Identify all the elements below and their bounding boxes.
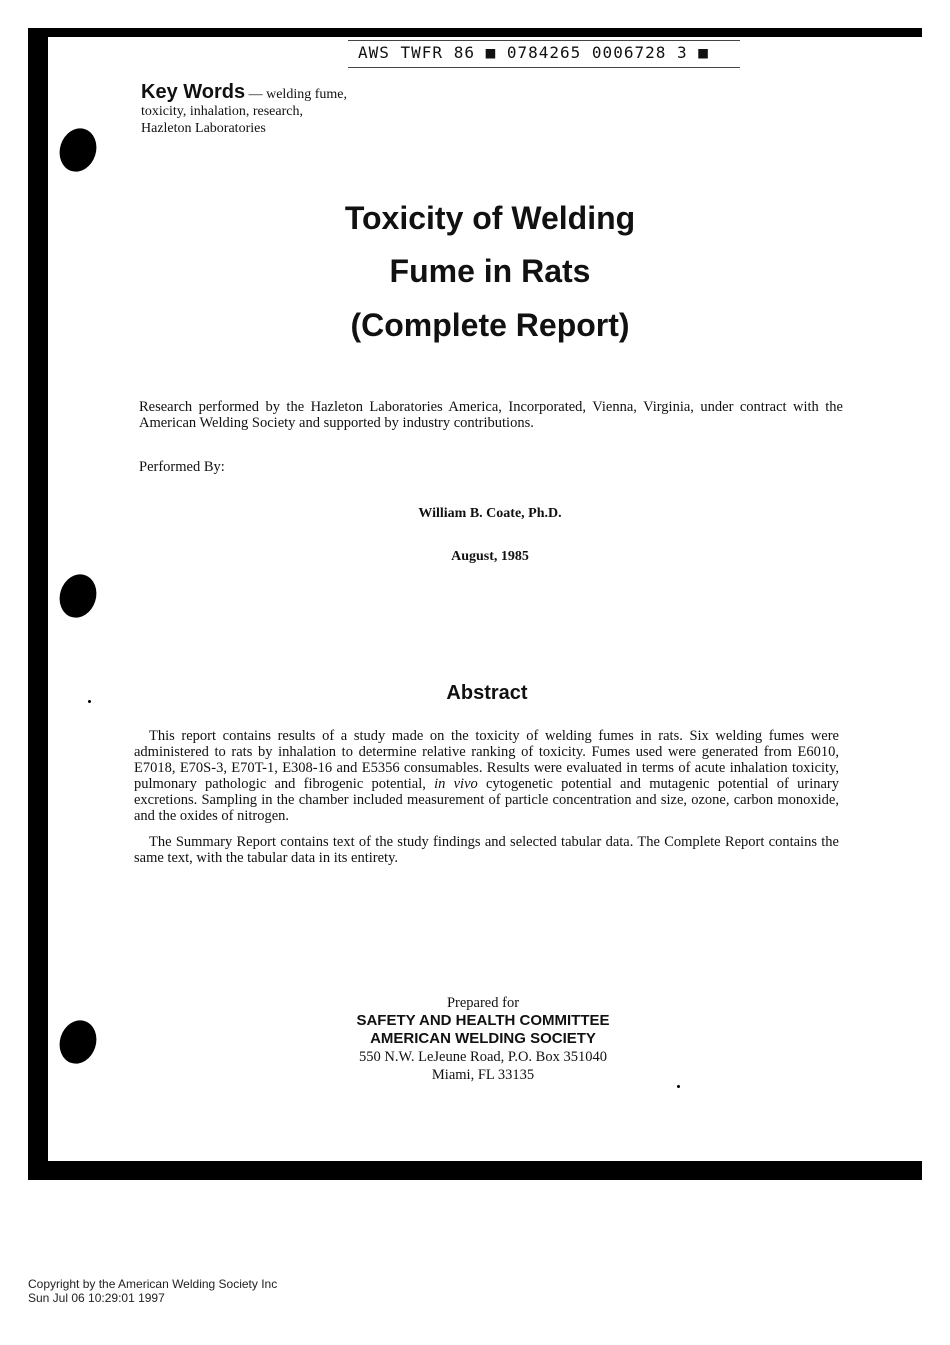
copyright-line: Copyright by the American Welding Society Inc	[28, 1277, 278, 1291]
author: William B. Coate, Ph.D.	[418, 506, 562, 521]
abstract-p1-end: cytogenetic potential and mutagenic potential of urinary excretions. Sampling in the chamber included measurement of particle concentration and size, ozone, carbon monoxide, and the oxides of nitrogen.	[134, 776, 839, 824]
catalog-header	[348, 40, 740, 68]
scan-speck	[88, 700, 91, 703]
abstract-paragraph-2: The Summary Report contains text of the study findings and selected tabular data. The Complete Report contains the same text, with the tabular data in its entirety.	[134, 834, 839, 866]
performed-by-label: Performed By:	[139, 459, 225, 475]
committee-name: SAFETY AND HEALTH COMMITTEE	[356, 1012, 610, 1029]
abstract-p1-start: This report contains results of a study made on the toxicity of welding fumes in rats. Six welding fumes were administered to rats by inhalation to determine relative ranking of toxicity. Fumes used were generated from E6010, E7018, E70S-3, E70T-1, E308-16 and E5356 consumables. Results were evaluated in terms of acute inhalation toxicity, pulmonary pathologic and fibrogenic potential,	[134, 728, 839, 792]
key-words-line2: toxicity, inhalation, research,	[141, 104, 303, 119]
prepared-for-block	[330, 994, 636, 1084]
scan-border-left	[28, 28, 48, 1180]
title-line-2: Fume in Rats	[389, 253, 591, 289]
title-line-1: Toxicity of Welding	[344, 200, 636, 236]
society-city: Miami, FL 33135	[431, 1067, 535, 1083]
abstract-heading: Abstract	[446, 682, 528, 704]
scan-border-top	[28, 28, 922, 37]
abstract-paragraph-1	[134, 728, 839, 824]
scan-speck	[677, 1085, 680, 1088]
scan-border-bottom	[28, 1161, 922, 1180]
abstract-p1-italic: in vivo	[434, 776, 478, 792]
key-words-line3: Hazleton Laboratories	[141, 121, 266, 136]
catalog-number: AWS TWFR 86 ■ 0784265 0006728 3 ■	[358, 43, 709, 62]
key-words	[141, 81, 401, 137]
key-words-label: Key Words	[141, 81, 246, 103]
report-date: August, 1985	[451, 549, 529, 564]
society-address: 550 N.W. LeJeune Road, P.O. Box 351040	[359, 1049, 607, 1065]
research-statement: Research performed by the Hazleton Laboratories America, Incorporated, Vienna, Virginia, under contract with the American Welding Society and supported by industry contributions.	[139, 399, 843, 431]
copyright-timestamp: Sun Jul 06 10:29:01 1997	[28, 1291, 165, 1305]
copyright-footer	[28, 1277, 277, 1305]
prepared-for-label: Prepared for	[446, 995, 520, 1011]
title-line-3: (Complete Report)	[350, 307, 630, 343]
society-name: AMERICAN WELDING SOCIETY	[370, 1030, 596, 1047]
key-words-first: — welding fume,	[245, 87, 347, 102]
